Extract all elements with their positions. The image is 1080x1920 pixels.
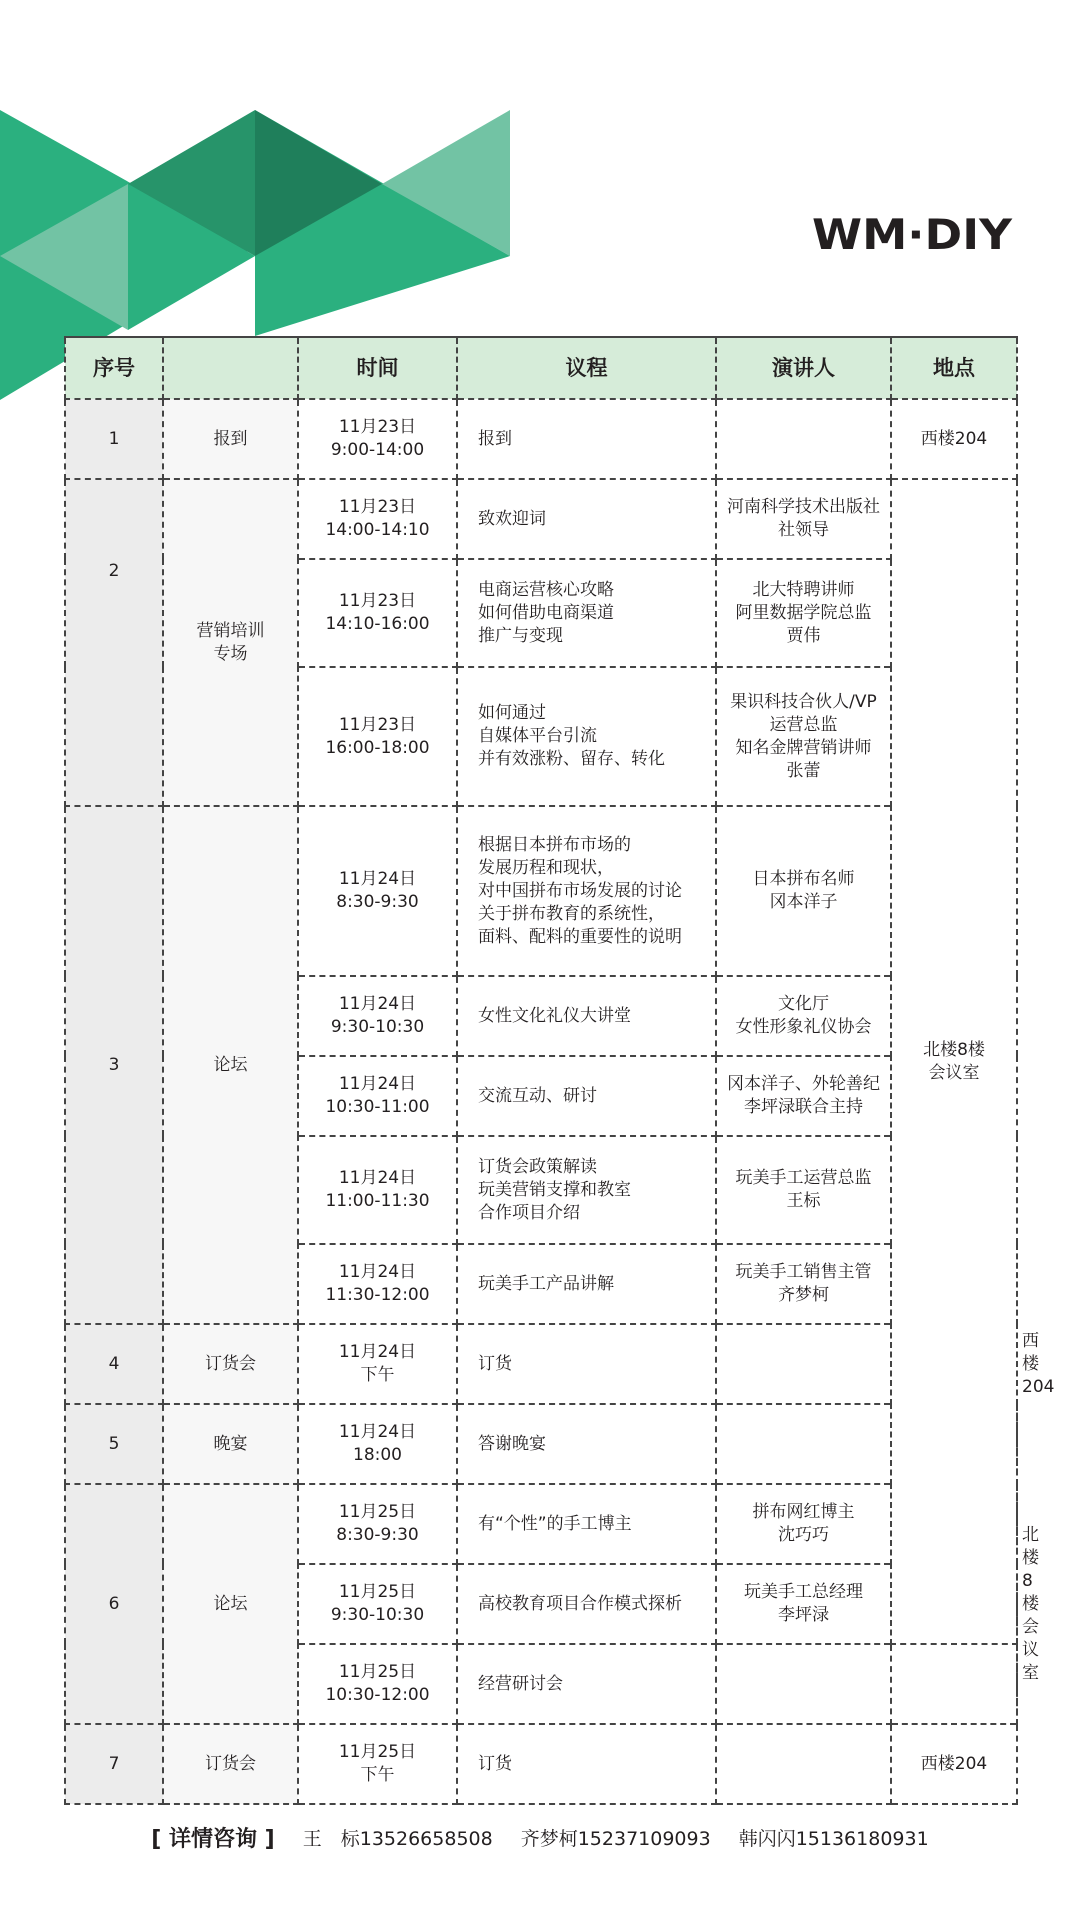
- seq-cell: 7: [65, 1724, 163, 1804]
- agenda-cell: 订货: [457, 1324, 716, 1404]
- header-location: 地点: [891, 337, 1017, 399]
- header-speaker: 演讲人: [716, 337, 891, 399]
- speaker-cell: 文化厅 女性形象礼仪协会: [716, 976, 891, 1056]
- category-cell: 订货会: [163, 1324, 298, 1404]
- contact-person: 王 标13526658508: [302, 1828, 493, 1850]
- location-cell: 西楼204: [891, 1724, 1017, 1804]
- speaker-cell: 北大特聘讲师 阿里数据学院总监 贾伟: [716, 559, 891, 667]
- table-row: [65, 1724, 1017, 1804]
- speaker-cell: [716, 1404, 891, 1484]
- speaker-cell: [716, 1724, 891, 1804]
- time-cell: 11月24日 18:00: [298, 1404, 457, 1484]
- table-header-row: [65, 337, 1017, 399]
- seq-cell: 5: [65, 1404, 163, 1484]
- category-cell: 营销培训 专场: [163, 479, 298, 806]
- speaker-cell: 日本拼布名师 冈本洋子: [716, 806, 891, 976]
- time-cell: 11月24日 11:30-12:00: [298, 1244, 457, 1324]
- speaker-cell: [716, 399, 891, 479]
- header-seq: 序号: [65, 337, 163, 399]
- time-cell: 11月23日 14:00-14:10: [298, 479, 457, 559]
- agenda-cell: 订货会政策解读 玩美营销支撑和教室 合作项目介绍: [457, 1136, 716, 1244]
- agenda-cell: 交流互动、研讨: [457, 1056, 716, 1136]
- time-cell: 11月23日 16:00-18:00: [298, 667, 457, 806]
- wm-diy-logo: [812, 210, 1016, 254]
- agenda-cell: 答谢晚宴: [457, 1404, 716, 1484]
- agenda-cell: 根据日本拼布市场的 发展历程和现状， 对中国拼布市场发展的讨论 关于拼布教育的系统性， 面料、配料的重要性的说明: [457, 806, 716, 976]
- time-cell: 11月24日 11:00-11:30: [298, 1136, 457, 1244]
- table-row: [65, 806, 1017, 976]
- speaker-cell: 拼布网红博主 沈巧巧: [716, 1484, 891, 1564]
- agenda-cell: 女性文化礼仪大讲堂: [457, 976, 716, 1056]
- category-cell: 订货会: [163, 1724, 298, 1804]
- contact-person: 韩闪闪15136180931: [738, 1828, 929, 1850]
- header-time: 时间: [298, 337, 457, 399]
- time-cell: 11月24日 下午: [298, 1324, 457, 1404]
- speaker-cell: 玩美手工运营总监 王标: [716, 1136, 891, 1244]
- seq-cell: 2: [65, 479, 163, 806]
- category-cell: 论坛: [163, 806, 298, 1324]
- header-category: [163, 337, 298, 399]
- speaker-cell: [716, 1644, 891, 1724]
- speaker-cell: [716, 1324, 891, 1404]
- table-row: [65, 479, 1017, 559]
- table-row: 4 订货会 11月24日 下午 订货 西楼204: [65, 1324, 1017, 1404]
- location-cell-merged: 北楼8楼 会议室: [891, 479, 1017, 1644]
- location-cell: 西楼204: [891, 399, 1017, 479]
- speaker-cell: 玩美手工总经理 李坪渌: [716, 1564, 891, 1644]
- table-row: [65, 399, 1017, 479]
- seq-cell: 1: [65, 399, 163, 479]
- agenda-cell: 报到: [457, 399, 716, 479]
- speaker-cell: 河南科学技术出版社 社领导: [716, 479, 891, 559]
- category-cell: 晚宴: [163, 1404, 298, 1484]
- agenda-cell: 有“个性”的手工博主: [457, 1484, 716, 1564]
- schedule-table: [64, 336, 1055, 1805]
- time-cell: 11月24日 10:30-11:00: [298, 1056, 457, 1136]
- time-cell: 11月24日 8:30-9:30: [298, 806, 457, 976]
- time-cell: 11月25日 8:30-9:30: [298, 1484, 457, 1564]
- agenda-cell: 订货: [457, 1724, 716, 1804]
- table-row: [65, 1404, 1017, 1484]
- time-cell: 11月23日 14:10-16:00: [298, 559, 457, 667]
- time-cell: 11月25日 10:30-12:00: [298, 1644, 457, 1724]
- header-agenda: 议程: [457, 337, 716, 399]
- agenda-cell: 玩美手工产品讲解: [457, 1244, 716, 1324]
- seq-cell: 4: [65, 1324, 163, 1404]
- time-cell: 11月25日 9:30-10:30: [298, 1564, 457, 1644]
- contact-info: [0, 1822, 1080, 1853]
- agenda-cell: 电商运营核心攻略 如何借助电商渠道 推广与变现: [457, 559, 716, 667]
- agenda-cell: 经营研讨会: [457, 1644, 716, 1724]
- speaker-cell: 玩美手工销售主管 齐梦柯: [716, 1244, 891, 1324]
- speaker-cell: 果识科技合伙人/VP 运营总监 知名金牌营销讲师 张蕾: [716, 667, 891, 806]
- seq-cell: 6: [65, 1484, 163, 1724]
- speaker-cell: 冈本洋子、外轮善纪 李坪渌联合主持: [716, 1056, 891, 1136]
- category-cell: 论坛: [163, 1484, 298, 1724]
- contact-title: [ 详情咨询 ]: [151, 1827, 275, 1852]
- table-row: 6 论坛 11月25日 8:30-9:30 有“个性”的手工博主 拼布网红博主 沈巧巧 北楼8楼 会议室: [65, 1484, 1017, 1564]
- agenda-cell: 高校教育项目合作模式探析: [457, 1564, 716, 1644]
- seq-cell: 3: [65, 806, 163, 1324]
- time-cell: 11月24日 9:30-10:30: [298, 976, 457, 1056]
- category-cell: 报到: [163, 399, 298, 479]
- contact-person: 齐梦柯15237109093: [520, 1828, 711, 1850]
- agenda-cell: 如何通过 自媒体平台引流 并有效涨粉、留存、转化: [457, 667, 716, 806]
- time-cell: 11月23日 9:00-14:00: [298, 399, 457, 479]
- logo-text: WM·DIY: [812, 210, 1013, 254]
- time-cell: 11月25日 下午: [298, 1724, 457, 1804]
- agenda-cell: 致欢迎词: [457, 479, 716, 559]
